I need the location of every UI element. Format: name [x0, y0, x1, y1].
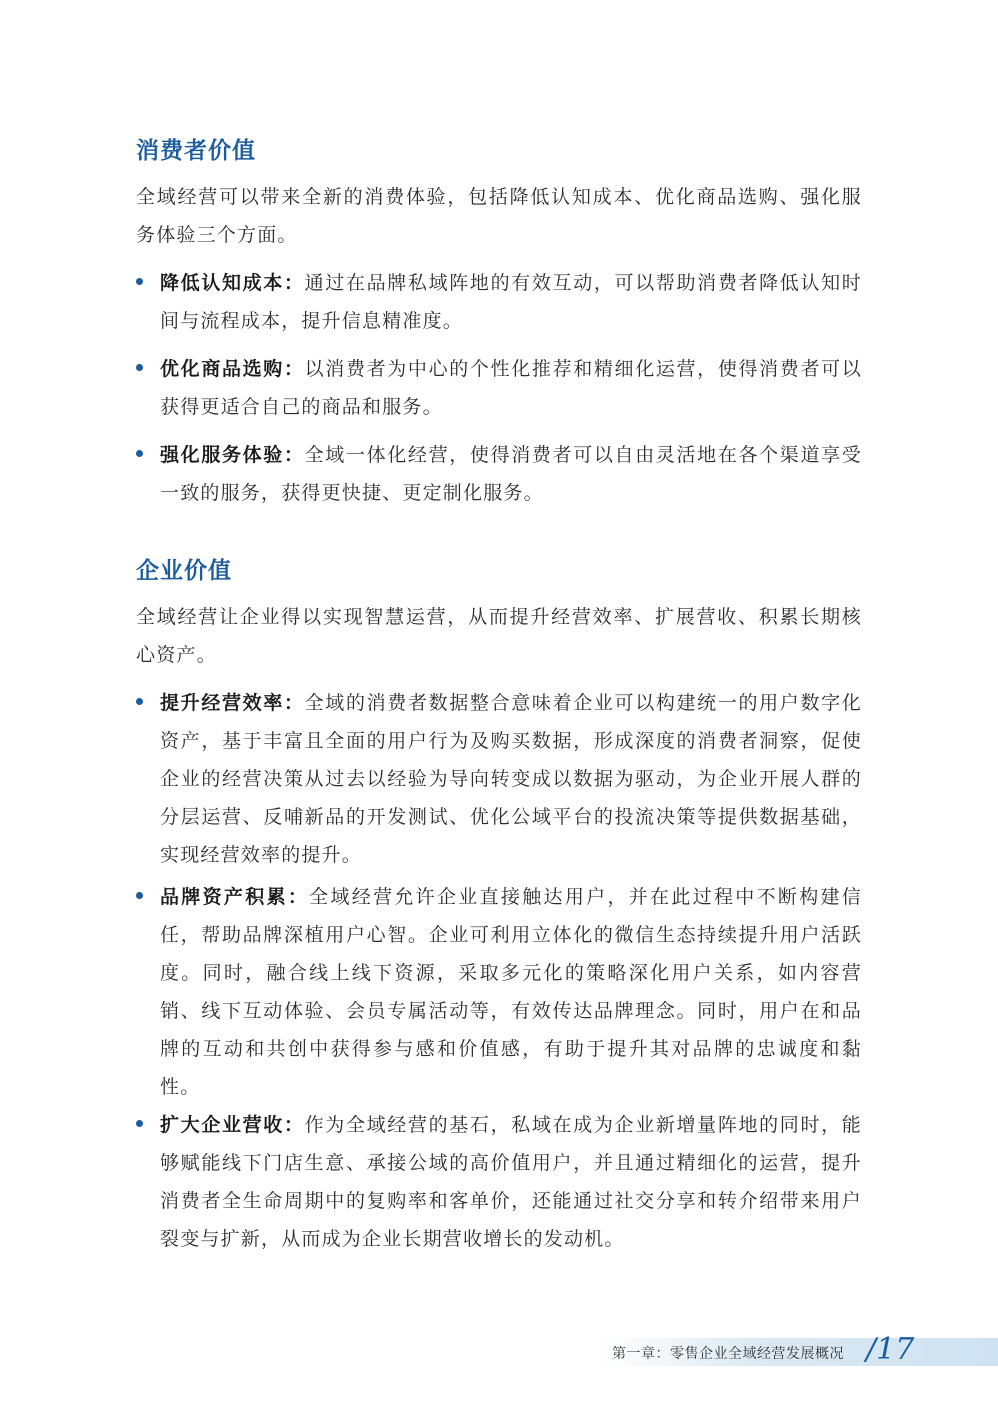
bullet-dot-icon: [136, 278, 143, 285]
consumer-intro: 全域经营可以带来全新的消费体验，包括降低认知成本、优化商品选购、强化服务体验三个方面。: [136, 186, 862, 246]
bullet-text: 以消费者为中心的个性化推荐和精细化运营，使得消费者可以获得更适合自己的商品和服务。: [160, 358, 862, 418]
bullet-term: 降低认知成本：: [160, 272, 305, 294]
bullet-term: 优化商品选购：: [160, 358, 305, 380]
section-title-enterprise: 企业价值: [136, 558, 232, 584]
section-title-consumer: 消费者价值: [136, 138, 256, 164]
bullet-dot-icon: [136, 698, 143, 705]
bullet-term: 强化服务体验：: [160, 444, 305, 466]
list-item: [136, 350, 862, 426]
bullet-text: 作为全域经营的基石，私域在成为企业新增量阵地的同时，能够赋能线下门店生意、承接公域的高价值用户，并且通过精细化的运营，提升消费者全生命周期中的复购率和客单价，还能通过社交分享和转介绍带来用户裂变与扩新，从而成为企业长期营收增长的发动机。: [160, 1114, 862, 1250]
list-item: [136, 264, 862, 340]
list-item: [136, 684, 862, 874]
bullet-term: 扩大企业营收：: [160, 1114, 305, 1136]
bullet-text: 全域经营允许企业直接触达用户，并在此过程中不断构建信任，帮助品牌深植用户心智。企业可利用立体化的微信生态持续提升用户活跃度。同时，融合线上线下资源，采取多元化的策略深化用户关系，如内容营销、线下互动体验、会员专属活动等，有效传达品牌理念。同时，用户在和品牌的互动和共创中获得参与感和价值感，有助于提升其对品牌的忠诚度和黏性。: [160, 886, 863, 1098]
bullet-text: 全域的消费者数据整合意味着企业可以构建统一的用户数字化资产，基于丰富且全面的用户行为及购买数据，形成深度的消费者洞察，促使企业的经营决策从过去以经验为导向转变成以数据为驱动，为企业开展人群的分层运营、反哺新品的开发测试、优化公域平台的投流决策等提供数据基础，实现经营效率的提升。: [160, 692, 862, 866]
bullet-dot-icon: [136, 1120, 143, 1127]
bullet-dot-icon: [136, 450, 143, 457]
enterprise-intro: 全域经营让企业得以实现智慧运营，从而提升经营效率、扩展营收、积累长期核心资产。: [136, 606, 862, 666]
list-item: [136, 1106, 862, 1258]
footer-chapter: 第一章：零售企业全域经营发展概况: [612, 1346, 844, 1362]
bullet-dot-icon: [136, 364, 143, 371]
page-number: /17: [866, 1332, 915, 1367]
list-item: [136, 436, 862, 512]
bullet-term: 提升经营效率：: [160, 692, 305, 714]
bullet-dot-icon: [136, 892, 143, 899]
bullet-text: 全域一体化经营，使得消费者可以自由灵活地在各个渠道享受一致的服务，获得更快捷、更定制化服务。: [160, 444, 862, 504]
bullet-text: 通过在品牌私域阵地的有效互动，可以帮助消费者降低认知时间与流程成本，提升信息精准度。: [160, 272, 862, 332]
bullet-term: 品牌资产积累：: [160, 886, 310, 908]
list-item: [136, 878, 862, 1106]
